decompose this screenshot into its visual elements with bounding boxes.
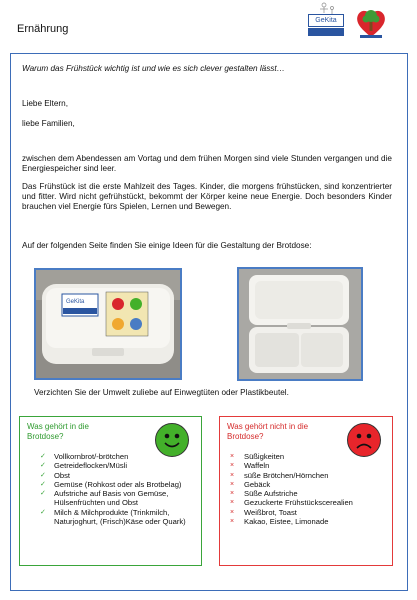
cross-icon: × (230, 499, 235, 507)
list-item: × Kakao, Eistee, Limonade (230, 517, 329, 527)
cross-icon: × (230, 462, 235, 470)
heart-tree-logo-icon (352, 4, 390, 42)
list-item: × Gebäck (230, 479, 271, 489)
check-icon: ✓ (40, 490, 46, 498)
gekita-logo-banner (308, 28, 344, 36)
paragraph-next-page: Auf der folgenden Seite finden Sie einige Ideen für die Gestaltung der Brotdose: (22, 241, 312, 250)
list-item: ✓ Vollkornbrot/-brötchen (40, 452, 129, 461)
list-item: × Waffeln (230, 461, 270, 471)
list-item: ✓ Obst (40, 470, 71, 480)
intro-text: Warum das Frühstück wichtig ist und wie es sich clever gestalten lässt… (22, 64, 285, 73)
cross-icon: × (230, 471, 235, 479)
greeting-parents: Liebe Eltern, (22, 99, 68, 108)
forbidden-foods-list (230, 452, 390, 526)
forbidden-foods-box (219, 416, 393, 566)
check-icon: ✓ (40, 453, 46, 460)
gekita-logo-text: GeKita (308, 14, 344, 27)
allowed-foods-box (19, 416, 202, 566)
check-icon: ✓ (40, 508, 46, 516)
lunchbox-closed-photo (34, 268, 182, 380)
gekita-logo (306, 2, 346, 42)
check-icon: ✓ (40, 480, 46, 488)
allowed-foods-list (40, 452, 192, 526)
check-icon: ✓ (40, 471, 46, 479)
cross-icon: × (230, 453, 235, 460)
list-item: ✓ Gemüse (Rohkost oder als Brotbelag) (40, 479, 182, 489)
page-title: Ernährung (17, 23, 69, 35)
list-item: × süße Brötchen/Hörnchen (230, 470, 329, 480)
paragraph-breakfast: Das Frühstück ist die erste Mahlzeit des Tages. Kinder, die morgens frühstücken, sind konzentrierter und fitter. Wird nicht gefrühstückt, bekommt der Körper keine neue Energie. Doch besonders Kinder brauchen viel Energie fürs Spielen, Lernen und Bewegen. (22, 182, 392, 211)
lunchbox-open-photo (237, 267, 363, 381)
paragraph-night: zwischen dem Abendessen am Vortag und dem frühen Morgen sind viele Stunden vergangen und die Energiespeicher sind leer. (22, 154, 392, 173)
list-item: × Süße Aufstriche (230, 489, 298, 499)
greeting-families: liebe Familien, (22, 119, 75, 128)
list-item: × Süßigkeiten (230, 452, 285, 461)
check-icon: ✓ (40, 462, 46, 470)
cross-icon: × (230, 518, 235, 526)
list-item: ✓ Getreideflocken/Müsli (40, 461, 128, 471)
cross-icon: × (230, 480, 235, 488)
allowed-foods-title: Was gehört in die Brotdose? (27, 422, 89, 441)
list-item: × Gezuckerte Frühstückscerealien (230, 498, 353, 508)
forbidden-foods-title: Was gehört nicht in die Brotdose? (227, 422, 309, 441)
environment-note: Verzichten Sie der Umwelt zuliebe auf Einwegtüten oder Plastikbeutel. (34, 388, 289, 397)
svg-text:GeKita: GeKita (66, 299, 85, 305)
cross-icon: × (230, 508, 235, 516)
list-item: ✓ Milch & Milchprodukte (Trinkmilch, Naturjoghurt, (Frisch)Käse oder Quark) (40, 507, 186, 527)
list-item: × Weißbrot, Toast (230, 507, 297, 517)
cross-icon: × (230, 490, 235, 498)
list-item: ✓ Aufstriche auf Basis von Gemüse, Hülsenfrüchten und Obst (40, 489, 169, 508)
